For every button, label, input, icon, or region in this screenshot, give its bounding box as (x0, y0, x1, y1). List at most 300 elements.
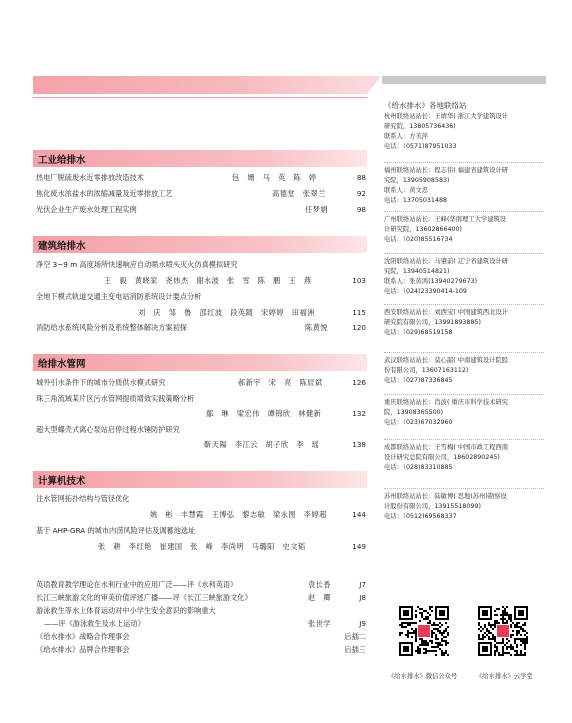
qr-module (435, 636, 437, 638)
qr-module (413, 622, 415, 624)
entry-page: 126 (352, 378, 366, 387)
qr-module (500, 654, 502, 656)
entry-title: 英语教育教学理论在水利行业中的应用广泛——评《水利英语》 (36, 580, 238, 589)
qr-finder (403, 646, 409, 652)
qr-module (506, 638, 508, 640)
qr-module (445, 628, 447, 630)
qr-module (484, 624, 486, 626)
station-line: 电话：（0512)69568337 (384, 513, 457, 520)
qr-module (514, 624, 516, 626)
qr-module (518, 630, 520, 632)
qr-module (522, 642, 524, 644)
liaison-station (384, 356, 544, 386)
qr-module (518, 638, 520, 640)
qr-module (401, 622, 403, 624)
station-line: 成都联络站站长：王雪梅( 中国市政工程西南 (384, 444, 509, 451)
qr-module (429, 620, 431, 622)
qr-module (431, 650, 433, 652)
qr-module (512, 630, 514, 632)
qr-module (399, 624, 401, 626)
qr-module (415, 616, 417, 618)
station-line: 电话：（029)68519158 (384, 329, 453, 336)
qr-module (498, 622, 500, 624)
sidebar-title: 《给水排水》各地联络站 (384, 101, 467, 110)
qr-module (409, 624, 411, 626)
qr-module (516, 634, 518, 636)
qr-module (494, 636, 496, 638)
entry-title: 《给水排水》战略合作理事会 (36, 632, 130, 641)
qr-module (504, 618, 506, 620)
station-line: 联系人：张黄鸿(13940279673) (384, 278, 478, 285)
qr-module (504, 608, 506, 610)
qr-module (494, 640, 496, 642)
qr-module (502, 614, 504, 616)
qr-module (419, 612, 421, 614)
qr-module (524, 652, 526, 654)
qr-module (484, 626, 486, 628)
qr-module (478, 636, 480, 638)
qr-module (411, 622, 413, 624)
qr-module (431, 610, 433, 612)
qr-module (423, 644, 425, 646)
station-line: 电话：（020)85516734 (384, 236, 453, 243)
qr-module (514, 654, 516, 656)
entry-title: 热电厂脱硫废水近零排放改造技术 (36, 173, 144, 182)
qr-module (488, 638, 490, 640)
qr-module (482, 634, 484, 636)
qr-module (419, 652, 421, 654)
qr-module (421, 638, 423, 640)
liaison-station (384, 398, 544, 428)
qr-module (502, 612, 504, 614)
qr-module (417, 606, 419, 608)
qr-module (500, 618, 502, 620)
entry-page: 103 (352, 276, 366, 285)
qr-module (524, 648, 526, 650)
qr-module (421, 640, 423, 642)
qr-module (421, 642, 423, 644)
station-line: 电话：（0571)87951033 (384, 143, 457, 150)
qr-module (423, 618, 425, 620)
qr-module (506, 652, 508, 654)
qr-module (413, 630, 415, 632)
qr-module (514, 650, 516, 652)
qr-module (502, 606, 504, 608)
qr-module (478, 628, 480, 630)
qr-module (411, 636, 413, 638)
station-line: 联系人：方芙萍 (384, 133, 429, 140)
entry-authors: 高德堂 张翠兰 (272, 189, 326, 198)
station-line: 电话：（028)83310885 (384, 464, 453, 471)
liaison-station (384, 308, 544, 338)
qr-module (421, 644, 423, 646)
entry-title: 全地下模式轨道交通主变电站消防系统设计要点分析 (36, 292, 202, 301)
qr-module (419, 608, 421, 610)
qr-module (445, 642, 447, 644)
qr-module (423, 640, 425, 642)
qr-finder (482, 646, 488, 652)
qr-code-icon (399, 606, 449, 656)
classroom-qr-code[interactable] (478, 606, 528, 656)
qr-module (490, 626, 492, 628)
qr-module (429, 640, 431, 642)
qr-module (427, 618, 429, 620)
qr-module (405, 622, 407, 624)
qr-module (445, 650, 447, 652)
qr-module (427, 612, 429, 614)
qr-module (510, 644, 512, 646)
qr-module (520, 626, 522, 628)
qr-module (435, 624, 437, 626)
liaison-station (384, 215, 544, 245)
qr-module (494, 644, 496, 646)
qr-module (445, 636, 447, 638)
qr-module (447, 642, 449, 644)
qr-module (510, 648, 512, 650)
qr-module (419, 638, 421, 640)
station-line: 西安联络站站长：刘西宝( 中国建筑西北设计 (384, 309, 509, 316)
qr-module (431, 636, 433, 638)
qr-module (494, 620, 496, 622)
qr-module (443, 640, 445, 642)
qr-module (482, 636, 484, 638)
qr-module (520, 644, 522, 646)
qr-module (494, 626, 496, 628)
wechat-qr-code[interactable] (399, 606, 449, 656)
qr-module (419, 620, 421, 622)
qr-module (401, 626, 403, 628)
qr-module (431, 630, 433, 632)
qr-logo-icon (418, 625, 430, 637)
qr-module (506, 646, 508, 648)
qr-module (496, 620, 498, 622)
qr-module (510, 626, 512, 628)
top-divider (33, 97, 367, 98)
qr-module (520, 640, 522, 642)
qr-module (524, 624, 526, 626)
entry-page: 后插三 (344, 645, 366, 654)
entry-authors: 张 耕 李红艳 崔建国 张 峰 李尚明 马璐阳 史文韬 (98, 542, 306, 551)
entry-title: 珠三角流域某片区污水管网提质增效实践策略分析 (36, 394, 195, 403)
qr-module (403, 626, 405, 628)
qr-module (494, 652, 496, 654)
qr-module (506, 620, 508, 622)
entry-authors: 赵 卿 (308, 593, 332, 602)
qr-module (526, 636, 528, 638)
qr-module (415, 640, 417, 642)
qr-module (510, 636, 512, 638)
qr-module (435, 646, 437, 648)
qr-module (504, 612, 506, 614)
entry-title: 光伏企业生产废水处理工程实例 (36, 205, 137, 214)
qr-module (490, 632, 492, 634)
qr-module (439, 630, 441, 632)
qr-module (433, 650, 435, 652)
qr-module (488, 624, 490, 626)
qr-module (498, 642, 500, 644)
qr-module (502, 622, 504, 624)
section-header (33, 471, 367, 488)
entry-title: 消防给水系统风险分析及系统整体解决方案初探 (36, 323, 187, 332)
qr-module (425, 648, 427, 650)
entry-page: J8 (359, 593, 366, 602)
qr-label: 《给水排水》微信公众号 (388, 673, 458, 680)
qr-label: 《给水排水》云学堂 (476, 673, 533, 680)
qr-module (522, 628, 524, 630)
qr-module (496, 648, 498, 650)
qr-module (423, 610, 425, 612)
qr-module (524, 646, 526, 648)
qr-module (443, 654, 445, 656)
qr-module (409, 622, 411, 624)
qr-module (417, 646, 419, 648)
qr-module (524, 634, 526, 636)
qr-module (502, 638, 504, 640)
qr-finder (482, 610, 488, 616)
qr-module (494, 646, 496, 648)
qr-module (443, 632, 445, 634)
qr-module (516, 622, 518, 624)
qr-module (411, 628, 413, 630)
entry-authors: 鄢 琳 梁宏伟 谭锦欣 林健新 (206, 409, 322, 418)
qr-module (431, 642, 433, 644)
qr-module (415, 610, 417, 612)
qr-module (421, 608, 423, 610)
qr-module (441, 654, 443, 656)
entry-page: 138 (352, 440, 366, 449)
qr-module (510, 618, 512, 620)
qr-module (419, 650, 421, 652)
qr-module (504, 622, 506, 624)
qr-finder (403, 610, 409, 616)
qr-module (496, 642, 498, 644)
qr-module (502, 616, 504, 618)
qr-module (399, 634, 401, 636)
qr-module (502, 646, 504, 648)
qr-module (514, 642, 516, 644)
qr-module (486, 628, 488, 630)
qr-module (494, 638, 496, 640)
entry-authors: 张世学 (308, 619, 332, 628)
qr-module (405, 634, 407, 636)
entry-title: 《给水排水》品牌合作理事会 (36, 645, 130, 654)
station-line: 份有限公司，13607163112) (384, 367, 469, 374)
station-line: 院，13908365500) (384, 409, 444, 416)
qr-module (427, 622, 429, 624)
qr-module (516, 646, 518, 648)
entry-title: 注水管网拓扑结构与管径优化 (36, 494, 130, 503)
qr-module (435, 642, 437, 644)
entry-authors: 靳天陽 李江云 胡子欣 李 瑶 (204, 440, 320, 449)
station-line: 福州联络站站长：程志伟( 福建省建筑设计研 (384, 167, 509, 174)
station-separator (384, 439, 544, 440)
entry-page: 98 (356, 205, 366, 214)
qr-module (492, 636, 494, 638)
entry-title: 超大型蝶壳式离心泵站启停过程水锤防护研究 (36, 425, 180, 434)
qr-module (526, 638, 528, 640)
qr-module (492, 638, 494, 640)
qr-logo-icon (497, 625, 509, 637)
entry-authors: 包 姗 马 英 陈 婷 (232, 173, 317, 182)
qr-module (419, 644, 421, 646)
entry-authors: 刘 庆 邹 鲁 邵红波 段英随 宋婷婷 田福洲 (138, 308, 315, 317)
qr-module (526, 640, 528, 642)
station-separator (384, 304, 544, 305)
qr-module (413, 632, 415, 634)
station-line: 究院，13940514821) (384, 268, 450, 275)
qr-module (437, 628, 439, 630)
qr-module (494, 610, 496, 612)
qr-module (508, 616, 510, 618)
qr-module (447, 626, 449, 628)
qr-module (447, 634, 449, 636)
qr-code-icon (478, 606, 528, 656)
qr-module (439, 632, 441, 634)
qr-module (431, 646, 433, 648)
qr-module (478, 634, 480, 636)
qr-module (500, 614, 502, 616)
qr-module (510, 620, 512, 622)
qr-module (494, 650, 496, 652)
qr-module (423, 642, 425, 644)
entry-authors: 袁长香 (308, 580, 332, 589)
qr-module (439, 626, 441, 628)
station-line: 究院，13905908583) (384, 177, 450, 184)
entry-title: ——评《游泳救生及水上运动》 (44, 619, 145, 628)
qr-module (425, 650, 427, 652)
qr-module (510, 624, 512, 626)
qr-module (508, 618, 510, 620)
qr-module (435, 650, 437, 652)
qr-module (415, 628, 417, 630)
qr-module (478, 622, 480, 624)
station-separator (384, 394, 544, 395)
sidebar-header-bar (382, 76, 546, 84)
entry-authors: 王 毅 黄晓家 尧炜杰 谢水波 张 雪 陈 鹏 王 燕 (104, 276, 312, 285)
entry-page: 149 (352, 542, 366, 551)
qr-module (437, 624, 439, 626)
qr-module (439, 644, 441, 646)
qr-module (520, 628, 522, 630)
qr-module (524, 642, 526, 644)
qr-module (433, 646, 435, 648)
qr-module (488, 632, 490, 634)
qr-module (480, 630, 482, 632)
qr-module (496, 650, 498, 652)
qr-module (417, 652, 419, 654)
qr-module (510, 634, 512, 636)
qr-module (502, 610, 504, 612)
station-line: 电话：（024)23390414-109 (384, 288, 467, 295)
station-line: 联系人：黄文忠 (384, 187, 429, 194)
qr-module (421, 614, 423, 616)
qr-module (524, 644, 526, 646)
entry-title: 游泳救生等水上体育运动对中小学生安全意识的影响重大 (36, 606, 216, 615)
qr-module (502, 618, 504, 620)
qr-module (429, 650, 431, 652)
qr-module (427, 650, 429, 652)
station-line: 计股份有限公司，13915518099) (384, 503, 481, 510)
qr-module (502, 650, 504, 652)
station-line: 计研究院，13602866400) (384, 226, 463, 233)
qr-module (526, 642, 528, 644)
qr-module (524, 630, 526, 632)
entry-page: 92 (356, 189, 366, 198)
station-line: 研究院，13805736436) (384, 123, 456, 130)
qr-module (492, 628, 494, 630)
entry-page: 132 (352, 409, 366, 418)
qr-module (417, 648, 419, 650)
qr-module (435, 638, 437, 640)
entry-title: 城外引水条件下的城市分质供水模式研究 (36, 378, 166, 387)
qr-module (415, 622, 417, 624)
qr-module (522, 640, 524, 642)
qr-module (437, 646, 439, 648)
qr-module (445, 622, 447, 624)
entry-title: 焦化废水浓盐水的浓缩减量及近零排放工艺 (36, 189, 173, 198)
qr-module (429, 622, 431, 624)
qr-module (520, 652, 522, 654)
qr-module (441, 632, 443, 634)
station-separator (384, 211, 544, 212)
station-separator (384, 253, 544, 254)
qr-module (518, 622, 520, 624)
qr-module (518, 626, 520, 628)
qr-module (510, 646, 512, 648)
qr-module (441, 634, 443, 636)
qr-module (510, 654, 512, 656)
qr-module (437, 638, 439, 640)
entry-authors: 陈黄悦 (305, 323, 329, 332)
entry-page: J7 (359, 580, 366, 589)
liaison-station (384, 112, 544, 152)
qr-module (482, 638, 484, 640)
qr-module (502, 654, 504, 656)
qr-module (447, 654, 449, 656)
qr-module (504, 652, 506, 654)
station-separator (384, 488, 544, 489)
qr-module (510, 616, 512, 618)
entry-authors: 郝新宇 宋 亮 陈辰斌 (238, 378, 323, 387)
qr-module (492, 634, 494, 636)
qr-module (508, 640, 510, 642)
qr-module (425, 642, 427, 644)
qr-module (502, 652, 504, 654)
qr-module (520, 654, 522, 656)
qr-module (502, 648, 504, 650)
qr-module (425, 640, 427, 642)
qr-module (506, 606, 508, 608)
qr-module (439, 648, 441, 650)
qr-module (478, 638, 480, 640)
qr-module (496, 646, 498, 648)
qr-module (512, 622, 514, 624)
qr-module (488, 630, 490, 632)
qr-module (431, 640, 433, 642)
qr-module (441, 640, 443, 642)
qr-module (441, 650, 443, 652)
section-title: 建筑给排水 (38, 241, 86, 252)
qr-module (403, 622, 405, 624)
qr-module (510, 614, 512, 616)
qr-module (484, 636, 486, 638)
section-header (33, 354, 367, 371)
entry-page: 144 (352, 510, 366, 519)
qr-module (486, 630, 488, 632)
qr-module (480, 626, 482, 628)
qr-module (423, 652, 425, 654)
qr-module (522, 638, 524, 640)
